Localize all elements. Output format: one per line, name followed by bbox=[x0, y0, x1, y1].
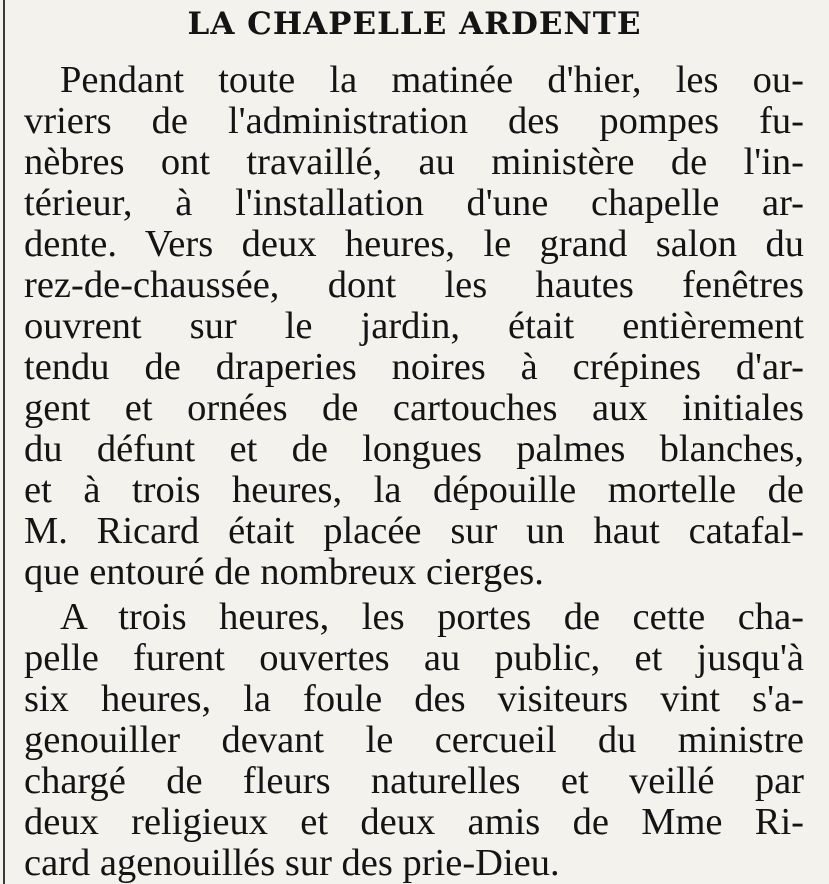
text-line: dente. Vers deux heures, le grand salon du bbox=[24, 223, 804, 265]
text-line: M. Ricard était placée sur un haut catafal- bbox=[24, 510, 804, 552]
text-line: que entouré de nombreux cierges. bbox=[24, 551, 544, 593]
text-line: Pendant toute la matinée d'hier, les ou- bbox=[60, 59, 804, 101]
text-line: du défunt et de longues palmes blanches, bbox=[24, 428, 804, 470]
text-line: genouiller devant le cercueil du ministre bbox=[24, 719, 804, 761]
text-line: deux religieux et deux amis de Mme Ri- bbox=[24, 801, 804, 843]
text-line: térieur, à l'installation d'une chapelle ar- bbox=[24, 182, 804, 224]
text-line: A trois heures, les portes de cette cha- bbox=[60, 596, 804, 638]
text-line: gent et ornées de cartouches aux initiales bbox=[24, 387, 804, 429]
text-line: chargé de fleurs naturelles et veillé par bbox=[24, 760, 804, 802]
text-line: tendu de draperies noires à crépines d'ar- bbox=[24, 346, 804, 388]
text-line: card agenouillés sur des prie-Dieu. bbox=[24, 842, 560, 884]
text-line: nèbres ont travaillé, au ministère de l'in- bbox=[24, 141, 804, 183]
column-rule bbox=[3, 0, 5, 884]
text-line: vriers de l'administration des pompes fu- bbox=[24, 100, 804, 142]
text-line: six heures, la foule des visiteurs vint s'a- bbox=[24, 678, 804, 720]
text-line: et à trois heures, la dépouille mortelle de bbox=[24, 469, 804, 511]
text-line: pelle furent ouvertes au public, et jusqu'à bbox=[24, 637, 804, 679]
text-line: ouvrent sur le jardin, était entièrement bbox=[24, 305, 804, 347]
text-line: rez-de-chaussée, dont les hautes fenêtres bbox=[24, 264, 804, 306]
article-headline: LA CHAPELLE ARDENTE bbox=[187, 6, 642, 42]
